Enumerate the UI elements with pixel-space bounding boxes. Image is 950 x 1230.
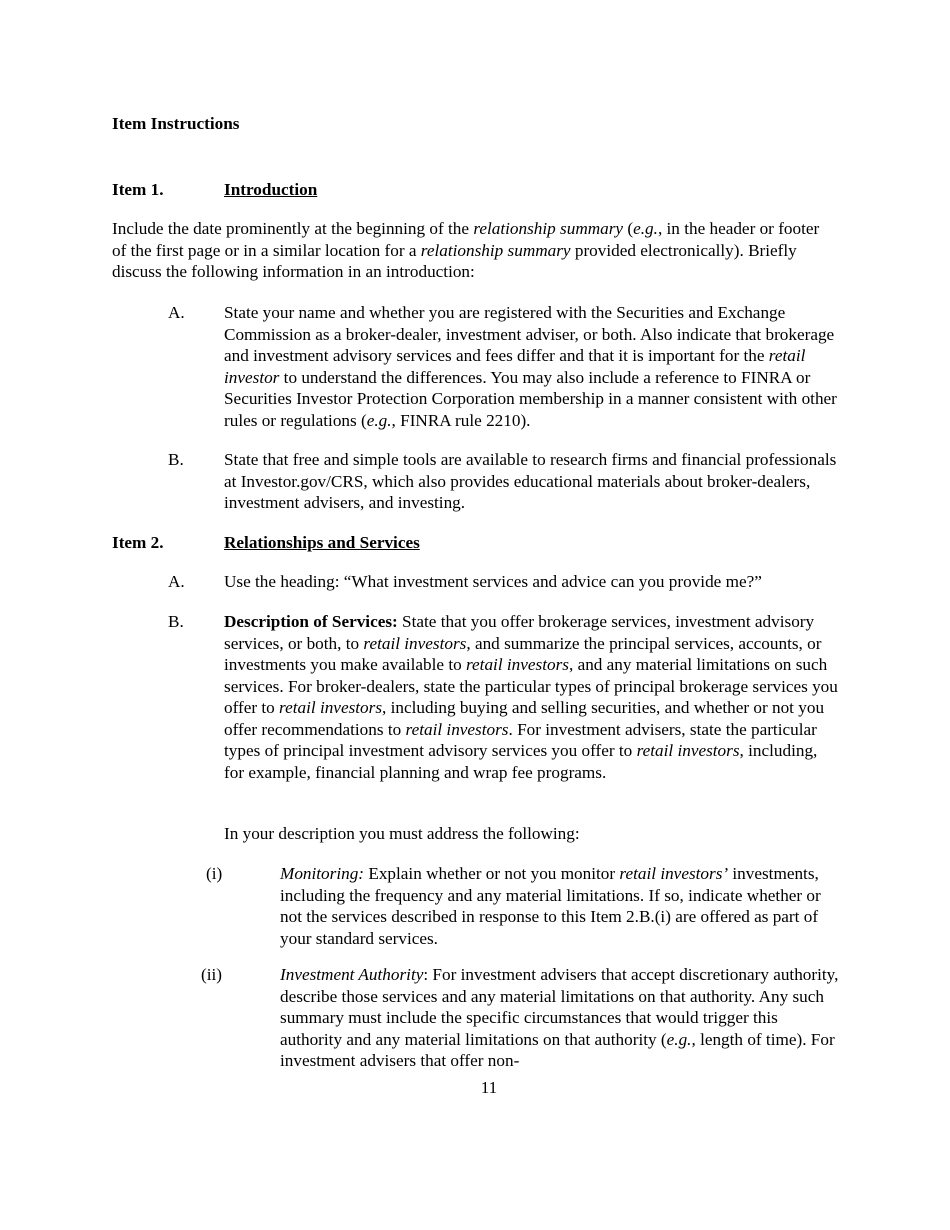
item2-b-paragraph: Description of Services: State that you offer brokerage services, investment advisory services, or both, to retail investors, and summarize the principal services, accounts, or investments you make available to retail investors, and any material limitations on such services. For broker-dealers, state the particular types of principal brokerage services you offer to retail investors, including buying and selling securities, and whether or not you offer recommendations to retail investors. For investment advisers, state the particular types of principal investment advisory services you offer to retail investors, including, for example, financial planning and wrap fee programs. <box>224 612 838 782</box>
item2-address-paragraph: In your description you must address the following: <box>224 824 580 843</box>
page-heading: Item Instructions <box>112 114 240 133</box>
item2-i-paragraph: Monitoring: Explain whether or not you monitor retail investors’ investments, including the frequency and any material limitations. If so, indicate whether or not the services described in response to this Item 2.B.(i) are offered as part of your standard services. <box>280 864 821 948</box>
item1-a-paragraph: State your name and whether you are registered with the Securities and Exchange Commission as a broker-dealer, investment adviser, or both. Also indicate that brokerage and investment advisory services and fees differ and that it is important for the retail investor to understand the differences. You may also include a reference to FINRA or Securities Investor Protection Corporation membership in a manner consistent with other rules or regulations (e.g., FINRA rule 2210). <box>224 303 837 430</box>
item1-b-label: B. <box>168 450 184 469</box>
item2-a-label: A. <box>168 572 185 591</box>
item1-b-paragraph: State that free and simple tools are available to research firms and financial professionals at Investor.gov/CRS, which also provides educational materials about broker-dealers, investment advisers, and investing. <box>224 450 837 512</box>
item1-number: Item 1. <box>112 180 164 199</box>
page-number: 11 <box>480 1078 498 1097</box>
item2-title: Relationships and Services <box>224 533 420 552</box>
item1-a-label: A. <box>168 303 185 322</box>
item1-intro-paragraph: Include the date prominently at the beginning of the relationship summary (e.g., in the header or footer of the first page or in a similar location for a relationship summary provided electronically). Briefly discuss the following information in an introduction: <box>112 219 820 281</box>
item1-title: Introduction <box>224 180 318 199</box>
item2-ii-label: (ii) <box>201 965 222 984</box>
item2-a-paragraph: Use the heading: “What investment services and advice can you provide me?” <box>224 572 762 591</box>
item2-i-label: (i) <box>206 864 223 883</box>
item2-number: Item 2. <box>112 533 164 552</box>
item2-b-label: B. <box>168 612 184 631</box>
item2-ii-paragraph: Investment Authority: For investment advisers that accept discretionary authority, describe those services and any material limitations on that authority. Any such summary must include the specific circumstances that would trigger this authority and any material limitations on that authority (e.g., length of time). For investment advisers that offer non- <box>280 965 839 1070</box>
